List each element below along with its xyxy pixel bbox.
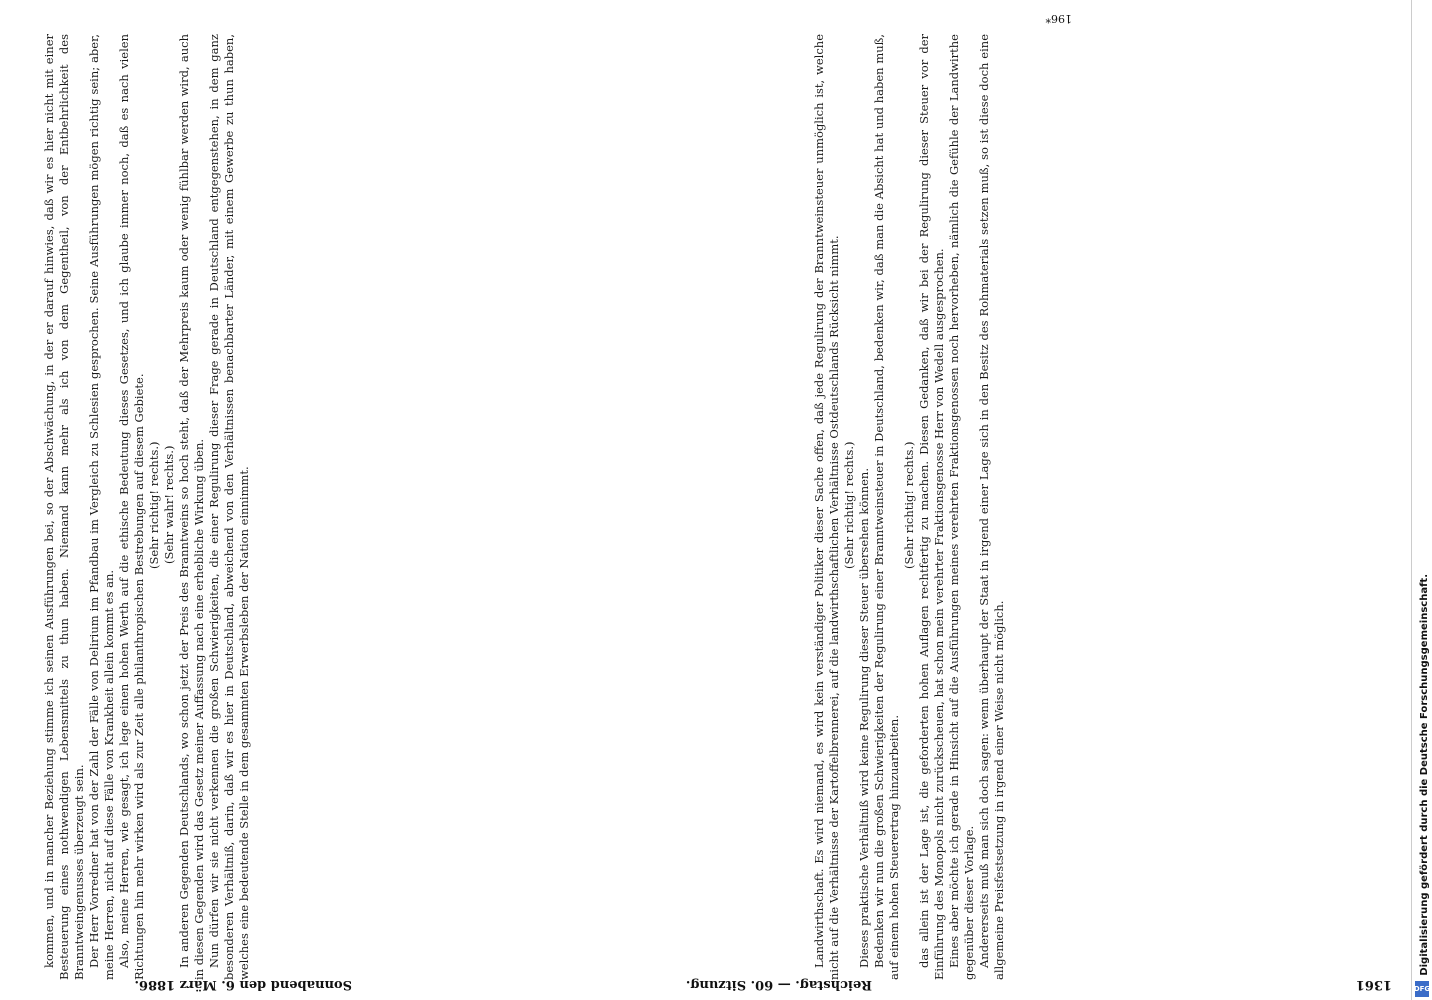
left-page-header: Reichstag. — 60. Sitzung. bbox=[685, 977, 872, 992]
paragraph: Landwirthschaft. Es wird niemand, es wird kein verständiger Politiker dieser Sache offen, daß jede Regulirung der Branntweinsteuer unmöglich ist, welche nicht auf die Verhältnisse der Kartoffelbrennerei, auf die landwirthschaftlichen Verhältnisse Ostdeutschlands Rücksicht nimmt. bbox=[812, 34, 841, 980]
digitization-credit: Digitalisierung gefördert durch die Deutsche Forschungsgemeinschaft. bbox=[1419, 574, 1430, 976]
digitization-sidebar bbox=[1411, 0, 1432, 1000]
interjection: (Sehr richtig! rechts.) bbox=[147, 441, 161, 569]
interjection: (Sehr richtig! rechts.) bbox=[842, 441, 856, 569]
paragraph: Nun dürfen wir sie nicht verkennen die großen Schwierigkeiten, die einer Regulirung dieser Frage gerade in Deutschland entgegenstehen, in dem ganz besonderen Verhältniß, darin, daß wir es hier in Deutschland, abweichend von den Verhältnissen benachbarter Länder, mit einem Gewerbe zu thun haben, welches eine bedeutende Stelle in dem gesammten Erwerbsleben der Nation einnimmt. bbox=[207, 34, 251, 980]
right-column bbox=[812, 30, 1392, 980]
paragraph: Eines aber möchte ich gerade in Hinsicht auf die Ausführungen meines verehrten Fraktionsgenossen noch hervorheben, nämlich die Gefühle der Landwirthe gegenüber dieser Vorlage. bbox=[947, 34, 976, 980]
paragraph: Der Herr Vorredner hat von der Zahl der Fälle von Delirium im Pfandbau im Vergleich zu Schlesien gesprochen. Seine Ausführungen mögen richtig sein; aber, meine Herren, nicht auf diese Fälle von Krankheit allein kommt es an. bbox=[87, 34, 116, 980]
page-signature: 196* bbox=[1045, 12, 1072, 25]
paragraph: kommen, und in mancher Beziehung stimme ich seinen Ausführungen bei, so der Abschwächung, in der er darauf hinwies, daß wir es hier nicht mit einer Besteuerung eines nothwendigen Lebensmittels zu thun haben. Niemand kann mehr als ich von dem Gegentheil, von der Entbehrlichkeit des Branntweingenusses überzeugt sein. bbox=[42, 34, 86, 980]
paragraph: das allein ist der Lage ist, die geforderten hohen Auflagen rechtfertig zu machen. Diesen Gedanken, daß wir bei der Regulirung dieser Steuer vor der Einführung des Monopols nicht zurückscheuen, hat schon mein verehrter Fraktionsgenosse Herr von Wedell ausgesprochen. bbox=[917, 34, 946, 980]
right-page-header: Sonnabend den 6. März 1886. bbox=[134, 977, 352, 992]
page-number: 1361 bbox=[1355, 977, 1392, 992]
paragraph: Dieses praktische Verhältniß wird keine Regulirung dieser Steuer übersehen können. bbox=[857, 468, 871, 968]
dfg-logo-icon: DFG bbox=[1415, 981, 1429, 997]
interjection: (Sehr wahr! rechts.) bbox=[162, 445, 176, 565]
left-column bbox=[42, 30, 632, 980]
paragraph: Also, meine Herren, wie gesagt, ich lege einen hohen Werth auf die ethische Bedeutung dieses Gesetzes, und ich glaube immer noch, daß es nach vielen Richtungen hin mehr wirken wird als zur Zeit alle philanthropischen Bestrebungen auf diesem Gebiete. bbox=[117, 34, 146, 980]
paragraph: Bedenken wir nun die großen Schwierigkeiten der Regulirung einer Branntweinsteuer in Deutschland, bedenken wir, daß man die Absicht hat und haben muß, auf einem hohen Steuerertrag hinzuarbeiten. bbox=[872, 34, 901, 980]
paragraph: Andererseits muß man sich doch sagen: wenn überhaupt der Staat in irgend einer Lage sich in den Besitz des Rohmaterials setzen muß, so ist diese doch eine allgemeine Preisfestsetzung in irgend einer Weise nicht möglich. bbox=[977, 34, 1006, 980]
interjection: (Sehr richtig! rechts.) bbox=[902, 441, 916, 569]
paragraph: In anderen Gegenden Deutschlands, wo schon jetzt der Preis des Branntweins so hoch steht, daß der Mehrpreis kaum oder wenig fühlbar werden wird, auch in diesen Gegenden wird das Gesetz meiner Auffassung nach eine erhebliche Wirkung üben. bbox=[177, 34, 206, 980]
